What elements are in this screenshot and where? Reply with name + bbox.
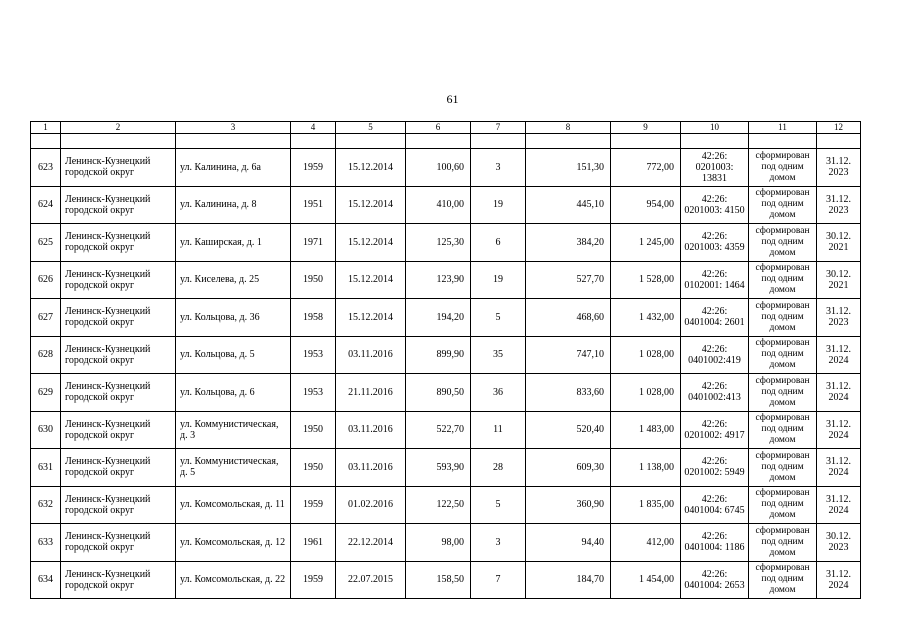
table-cell: 747,10 [526, 336, 611, 374]
table-cell: 31.12. 2024 [817, 411, 861, 449]
table-cell: 1 028,00 [611, 374, 681, 412]
table-cell: ул. Кольцова, д. 5 [176, 336, 291, 374]
spacer-cell [749, 134, 817, 149]
table-cell: 21.11.2016 [336, 374, 406, 412]
table-cell: 954,00 [611, 186, 681, 224]
spacer-cell [31, 134, 61, 149]
table-cell: сформирован под одним домом [749, 524, 817, 562]
table-cell: 5 [471, 486, 526, 524]
table-cell: Ленинск-Кузнецкий городской округ [61, 374, 176, 412]
table-cell: 1953 [291, 336, 336, 374]
table-cell: 899,90 [406, 336, 471, 374]
table-cell: 184,70 [526, 561, 611, 599]
table-cell: сформирован под одним домом [749, 299, 817, 337]
table-cell: сформирован под одним домом [749, 336, 817, 374]
table-cell: 15.12.2014 [336, 186, 406, 224]
table-cell: 1961 [291, 524, 336, 562]
table-cell: 03.11.2016 [336, 449, 406, 487]
table-cell: 1950 [291, 449, 336, 487]
housing-registry-table [30, 121, 861, 599]
table-cell: 632 [31, 486, 61, 524]
table-cell: 122,50 [406, 486, 471, 524]
table-row [31, 561, 861, 599]
table-cell: 410,00 [406, 186, 471, 224]
table-cell: 445,10 [526, 186, 611, 224]
table-cell: 15.12.2014 [336, 299, 406, 337]
spacer-cell [611, 134, 681, 149]
table-cell: 634 [31, 561, 61, 599]
table-cell: 42:26: 0201002: 4917 [681, 411, 749, 449]
table-cell: 7 [471, 561, 526, 599]
table-cell: 633 [31, 524, 61, 562]
table-cell: 3 [471, 149, 526, 187]
table-cell: 30.12. 2023 [817, 524, 861, 562]
table-cell: 468,60 [526, 299, 611, 337]
table-cell: 31.12. 2024 [817, 561, 861, 599]
table-cell: 98,00 [406, 524, 471, 562]
table-cell: сформирован под одним домом [749, 561, 817, 599]
table-cell: сформирован под одним домом [749, 411, 817, 449]
table-cell: 22.12.2014 [336, 524, 406, 562]
table-cell: 1 835,00 [611, 486, 681, 524]
table-row [31, 486, 861, 524]
table-cell: сформирован под одним домом [749, 186, 817, 224]
table-cell: 125,30 [406, 224, 471, 262]
table-cell: 35 [471, 336, 526, 374]
table-cell: 30.12. 2021 [817, 261, 861, 299]
table-cell: 1 432,00 [611, 299, 681, 337]
table-cell: Ленинск-Кузнецкий городской округ [61, 261, 176, 299]
table-cell: 628 [31, 336, 61, 374]
spacer-cell [336, 134, 406, 149]
table-cell: 1 028,00 [611, 336, 681, 374]
table-cell: Ленинск-Кузнецкий городской округ [61, 449, 176, 487]
table-cell: 1959 [291, 486, 336, 524]
column-number-row [31, 122, 861, 134]
table-cell: 1959 [291, 561, 336, 599]
table-cell: 5 [471, 299, 526, 337]
table-cell: Ленинск-Кузнецкий городской округ [61, 561, 176, 599]
table-cell: 42:26: 0401004: 1186 [681, 524, 749, 562]
table-cell: 30.12. 2021 [817, 224, 861, 262]
table-cell: ул. Каширская, д. 1 [176, 224, 291, 262]
table-cell: 94,40 [526, 524, 611, 562]
table-cell: 772,00 [611, 149, 681, 187]
table-cell: 194,20 [406, 299, 471, 337]
column-number-cell: 7 [471, 122, 526, 134]
table-cell: 31.12. 2024 [817, 336, 861, 374]
column-number-cell: 3 [176, 122, 291, 134]
column-number-cell: 2 [61, 122, 176, 134]
table-cell: ул. Комсомольская, д. 22 [176, 561, 291, 599]
table-cell: 890,50 [406, 374, 471, 412]
spacer-row [31, 134, 861, 149]
table-cell: 42:26: 0401002:419 [681, 336, 749, 374]
column-number-cell: 11 [749, 122, 817, 134]
table-cell: 19 [471, 186, 526, 224]
table-cell: сформирован под одним домом [749, 224, 817, 262]
table-cell: 31.12. 2024 [817, 374, 861, 412]
table-cell: 36 [471, 374, 526, 412]
table-cell: 609,30 [526, 449, 611, 487]
column-number-cell: 6 [406, 122, 471, 134]
table-row [31, 149, 861, 187]
table-cell: 42:26: 0201003: 4150 [681, 186, 749, 224]
table-cell: Ленинск-Кузнецкий городской округ [61, 411, 176, 449]
table-cell: 15.12.2014 [336, 261, 406, 299]
table-cell: 527,70 [526, 261, 611, 299]
table-cell: 630 [31, 411, 61, 449]
table-cell: 31.12. 2023 [817, 299, 861, 337]
table-cell: 31.12. 2024 [817, 486, 861, 524]
table-cell: 1950 [291, 411, 336, 449]
table-cell: 1950 [291, 261, 336, 299]
spacer-cell [291, 134, 336, 149]
table-cell: ул. Калинина, д. 6а [176, 149, 291, 187]
table-cell: ул. Киселева, д. 25 [176, 261, 291, 299]
table-cell: сформирован под одним домом [749, 449, 817, 487]
table-cell: 384,20 [526, 224, 611, 262]
table-cell: 123,90 [406, 261, 471, 299]
table-cell: 1 454,00 [611, 561, 681, 599]
table-cell: 1958 [291, 299, 336, 337]
table-cell: сформирован под одним домом [749, 374, 817, 412]
table-cell: 19 [471, 261, 526, 299]
table-cell: ул. Коммунистическая, д. 3 [176, 411, 291, 449]
table-cell: 1 528,00 [611, 261, 681, 299]
table-row [31, 299, 861, 337]
spacer-cell [176, 134, 291, 149]
table-cell: ул. Комсомольская, д. 11 [176, 486, 291, 524]
table-cell: сформирован под одним домом [749, 486, 817, 524]
table-cell: 42:26: 0401004: 6745 [681, 486, 749, 524]
table-row [31, 524, 861, 562]
table-row [31, 224, 861, 262]
table-cell: 31.12. 2023 [817, 149, 861, 187]
table-cell: 15.12.2014 [336, 224, 406, 262]
table-cell: 100,60 [406, 149, 471, 187]
table-cell: ул. Кольцова, д. 36 [176, 299, 291, 337]
table-cell: Ленинск-Кузнецкий городской округ [61, 486, 176, 524]
table-cell: 631 [31, 449, 61, 487]
page-number: 61 [446, 92, 459, 106]
table-cell: ул. Коммунистическая, д. 5 [176, 449, 291, 487]
table-cell: 42:26: 0401002:413 [681, 374, 749, 412]
table-cell: 520,40 [526, 411, 611, 449]
table-row [31, 449, 861, 487]
table-cell: 31.12. 2023 [817, 186, 861, 224]
spacer-cell [526, 134, 611, 149]
table-cell: 623 [31, 149, 61, 187]
table-cell: 3 [471, 524, 526, 562]
table-cell: 03.11.2016 [336, 336, 406, 374]
table-cell: 627 [31, 299, 61, 337]
table-cell: 1953 [291, 374, 336, 412]
table-row [31, 261, 861, 299]
table-cell: 01.02.2016 [336, 486, 406, 524]
table-cell: ул. Кольцова, д. 6 [176, 374, 291, 412]
table-cell: 42:26: 0102001: 1464 [681, 261, 749, 299]
table-cell: 03.11.2016 [336, 411, 406, 449]
table-cell: ул. Комсомольская, д. 12 [176, 524, 291, 562]
column-number-cell: 10 [681, 122, 749, 134]
column-number-cell: 9 [611, 122, 681, 134]
table-cell: 42:26: 0401004: 2601 [681, 299, 749, 337]
table-cell: 629 [31, 374, 61, 412]
table-cell: 1 245,00 [611, 224, 681, 262]
table-cell: 522,70 [406, 411, 471, 449]
table-cell: 1959 [291, 149, 336, 187]
table-row [31, 336, 861, 374]
table-cell: 15.12.2014 [336, 149, 406, 187]
table-cell: 360,90 [526, 486, 611, 524]
table-cell: 626 [31, 261, 61, 299]
table-cell: Ленинск-Кузнецкий городской округ [61, 524, 176, 562]
spacer-cell [817, 134, 861, 149]
column-number-cell: 5 [336, 122, 406, 134]
table-cell: сформирован под одним домом [749, 261, 817, 299]
spacer-cell [681, 134, 749, 149]
table-cell: 28 [471, 449, 526, 487]
table-cell: 1 483,00 [611, 411, 681, 449]
table-cell: 625 [31, 224, 61, 262]
column-number-cell: 12 [817, 122, 861, 134]
table-cell: 22.07.2015 [336, 561, 406, 599]
table-cell: сформирован под одним домом [749, 149, 817, 187]
table-cell: 1971 [291, 224, 336, 262]
table-cell: 412,00 [611, 524, 681, 562]
table-cell: 593,90 [406, 449, 471, 487]
column-number-cell: 8 [526, 122, 611, 134]
table-cell: 31.12. 2024 [817, 449, 861, 487]
table-row [31, 186, 861, 224]
table-cell: Ленинск-Кузнецкий городской округ [61, 336, 176, 374]
table-row [31, 411, 861, 449]
spacer-cell [471, 134, 526, 149]
table-cell: 1 138,00 [611, 449, 681, 487]
table-cell: 624 [31, 186, 61, 224]
table-cell: 1951 [291, 186, 336, 224]
spacer-cell [406, 134, 471, 149]
spacer-cell [61, 134, 176, 149]
table-cell: 42:26: 0201003: 13831 [681, 149, 749, 187]
table-cell: 42:26: 0201002: 5949 [681, 449, 749, 487]
table-cell: Ленинск-Кузнецкий городской округ [61, 149, 176, 187]
table-cell: 158,50 [406, 561, 471, 599]
table-cell: 42:26: 0401004: 2653 [681, 561, 749, 599]
column-number-cell: 4 [291, 122, 336, 134]
table-cell: ул. Калинина, д. 8 [176, 186, 291, 224]
table-cell: 42:26: 0201003: 4359 [681, 224, 749, 262]
table-cell: Ленинск-Кузнецкий городской округ [61, 299, 176, 337]
table-cell: 151,30 [526, 149, 611, 187]
table-cell: Ленинск-Кузнецкий городской округ [61, 224, 176, 262]
table-row [31, 374, 861, 412]
table-cell: 833,60 [526, 374, 611, 412]
table-cell: 11 [471, 411, 526, 449]
table-cell: Ленинск-Кузнецкий городской округ [61, 186, 176, 224]
table-cell: 6 [471, 224, 526, 262]
column-number-cell: 1 [31, 122, 61, 134]
